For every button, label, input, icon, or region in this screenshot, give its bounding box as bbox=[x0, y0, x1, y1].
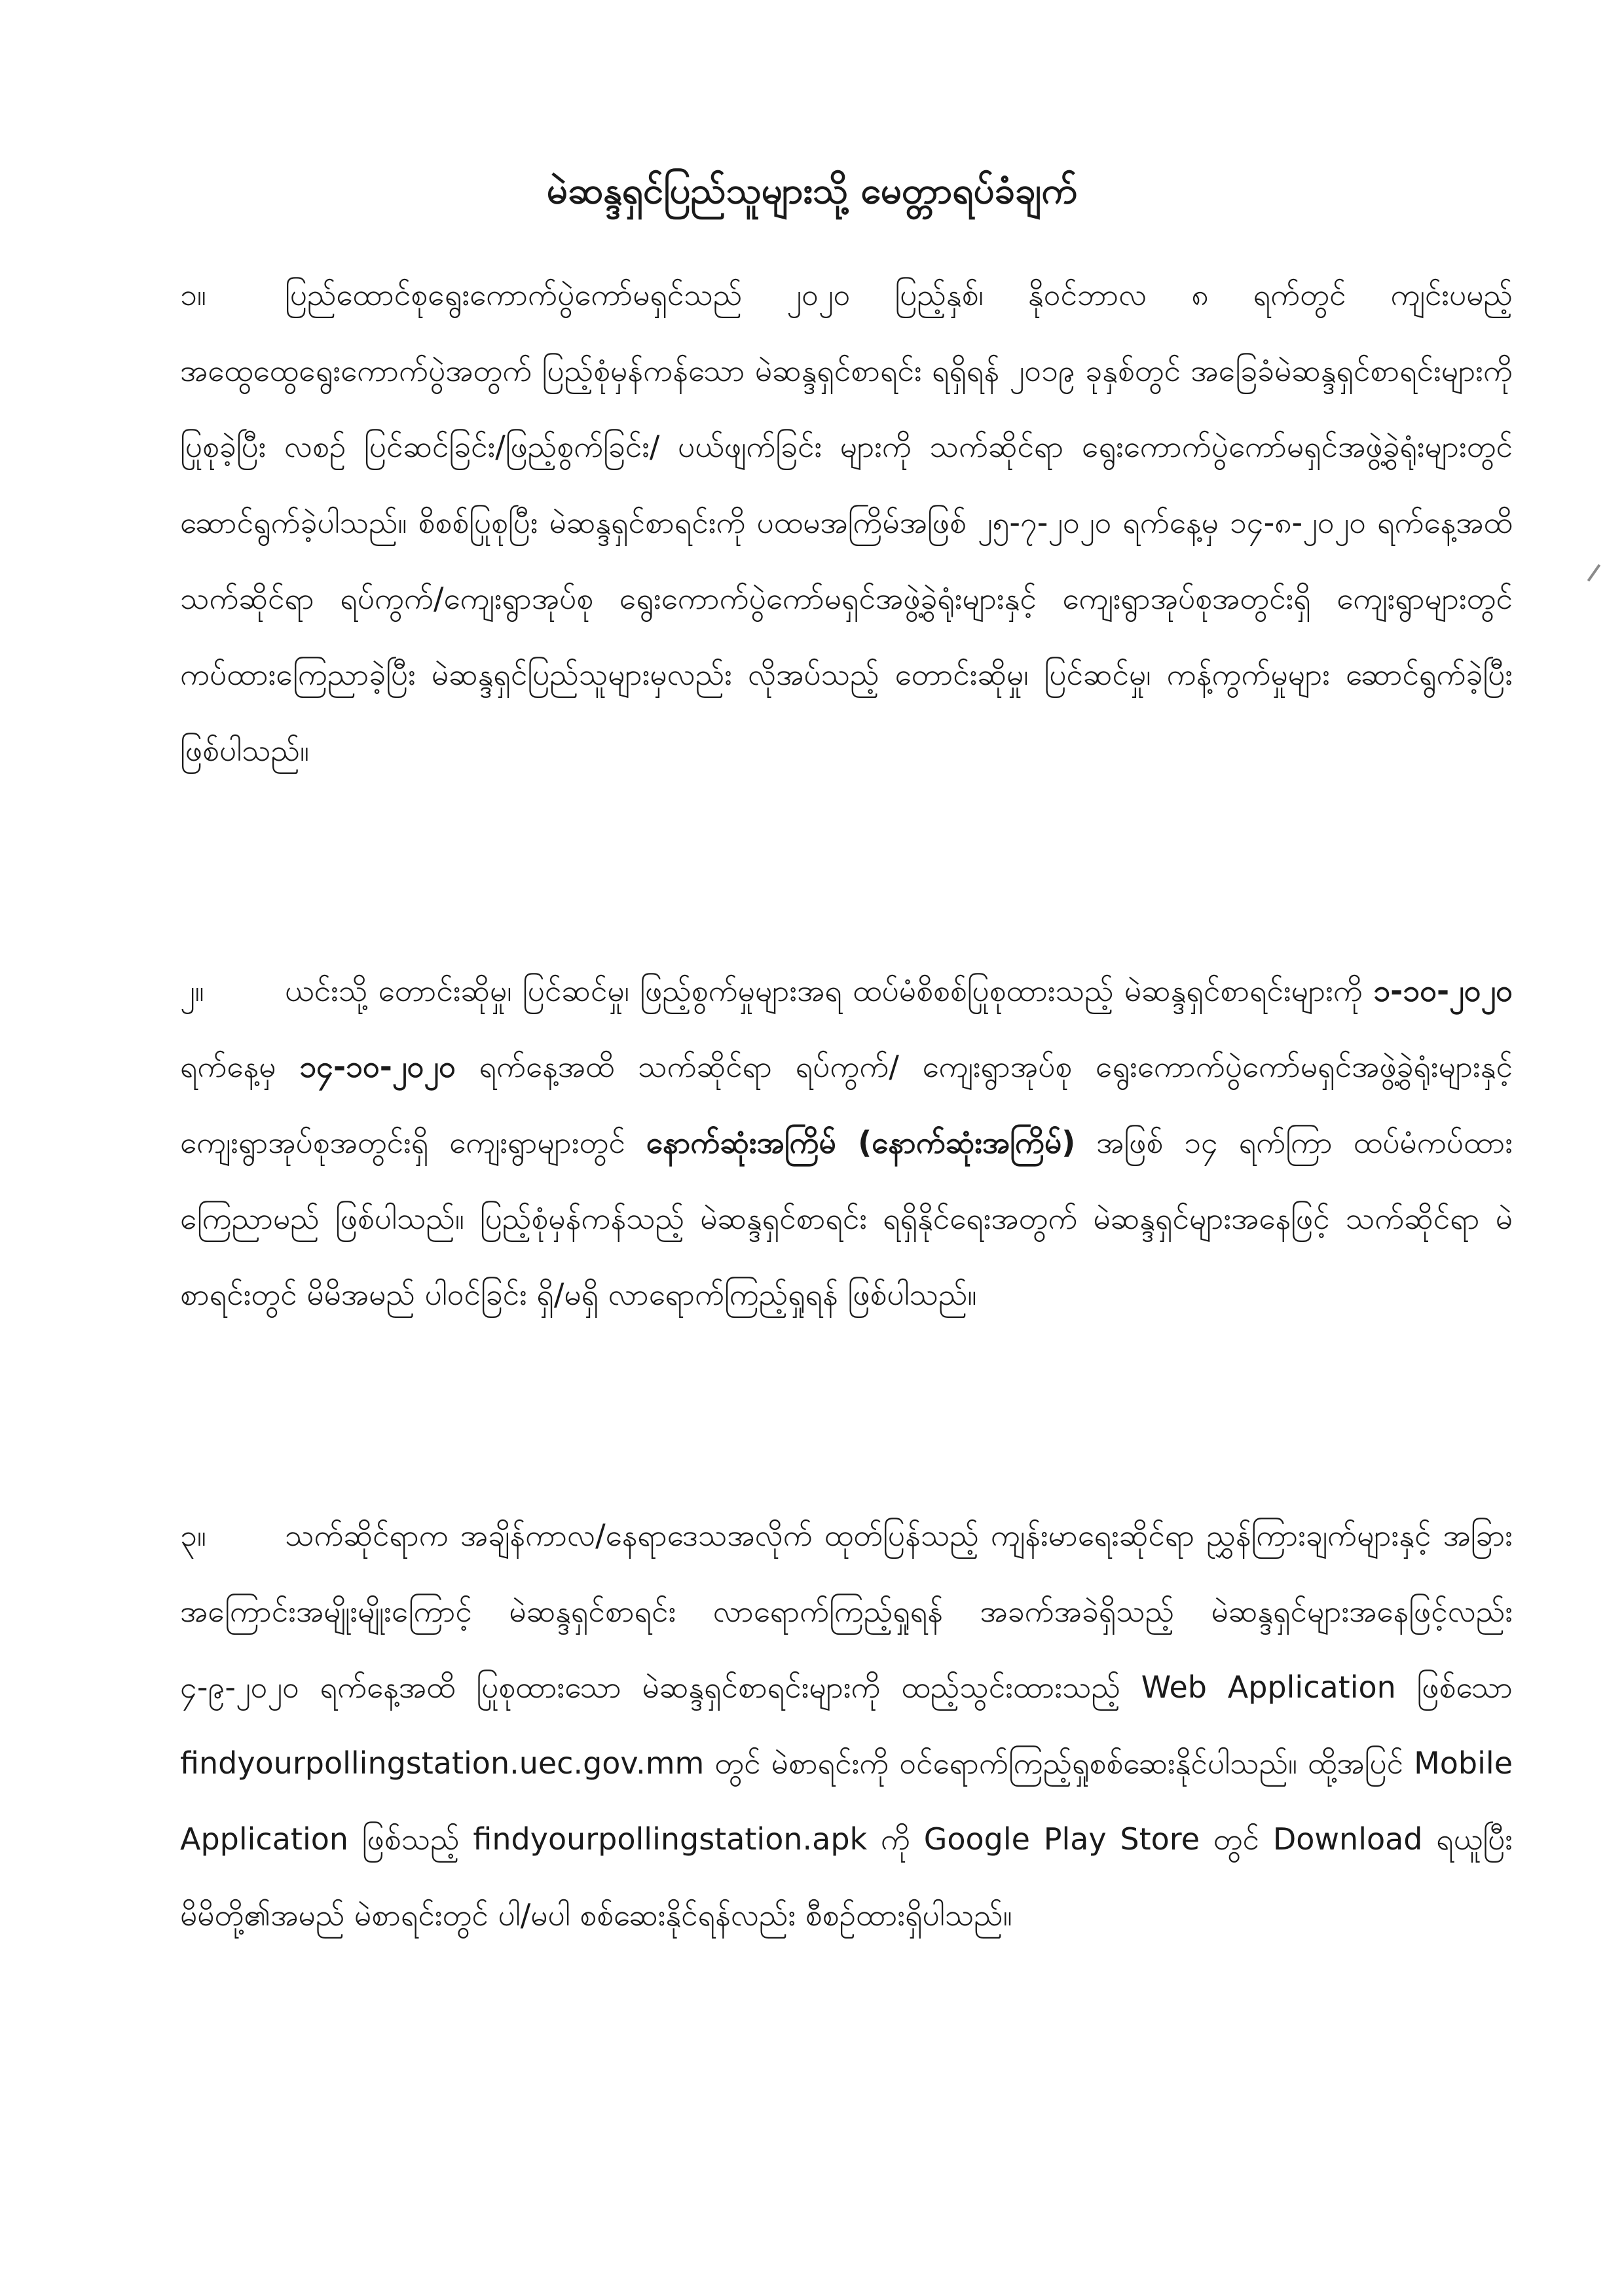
start-date: ၁-၁၀-၂၀၂၀ bbox=[1373, 973, 1513, 1008]
end-date: ၁၄-၁၀-၂၀၂၀ bbox=[299, 1049, 456, 1084]
paragraph-text: ရက်နေ့မှ bbox=[180, 1049, 276, 1084]
page-title: မဲဆန္ဒရှင်ပြည်သူများသို့ မေတ္တာရပ်ခံချက် bbox=[546, 170, 1078, 212]
paragraph-number: ၃။ bbox=[180, 1518, 206, 1553]
paragraph-text: သက်ဆိုင်ရာက အချိန်ကာလ/နေရာဒေသအလိုက် ထုတ်ပြန်သည့် ကျန်းမာရေးဆိုင်ရာ ညွှန်ကြားချက်များနှင့် အခြားအကြောင်းအမျိုးမျိုးကြောင့် မဲဆန္ဒရှင်စာရင်း လာရောက်ကြည့်ရှုရန် အခက်အခဲရှိသည့် မဲဆန္ဒရှင်များအနေဖြင့်လည်း ၄-၉-၂၀၂၀ ရက်နေ့အထိ ပြုစုထားသော မဲဆန္ဒရှင်စာရင်းများကို ထည့်သွင်းထားသည့် Web Application ဖြစ်သော findyourpollingstation.uec.gov.mm တွင် မဲစာရင်းကို ဝင်ရောက်ကြည့်ရှုစစ်ဆေးနိုင်ပါသည်။ ထို့အပြင် Mobile Application ဖြစ်သည့် findyourpollingstation.apk ကို Google Play Store တွင် Download ရယူပြီး မိမိတို့၏အမည် မဲစာရင်းတွင် ပါ/မပါ စစ်ဆေးနိုင်ရန်လည်း စီစဉ်ထားရှိပါသည်။ bbox=[180, 1518, 1513, 1933]
paragraph-text: ယင်းသို့ တောင်းဆိုမှု၊ ပြင်ဆင်မှု၊ ဖြည့်စွက်မှုများအရ ထပ်မံစိစစ်ပြုစုထားသည့် မဲဆန္ဒရှင်စာရင်းများကို bbox=[285, 973, 1363, 1008]
paragraph-text: ပြည်ထောင်စုရွေးကောက်ပွဲကော်မရှင်သည် ၂၀၂၀ ပြည့်နှစ်၊ နိုဝင်ဘာလ ၈ ရက်တွင် ကျင်းပမည့် အထွေထွေရွေးကောက်ပွဲအတွက် ပြည့်စုံမှန်ကန်သော မဲဆန္ဒရှင်စာရင်း ရရှိရန် ၂၀၁၉ ခုနှစ်တွင် အခြေခံမဲဆန္ဒရှင်စာရင်းများကို ပြုစုခဲ့ပြီး လစဉ် ပြင်ဆင်ခြင်း/ဖြည့်စွက်ခြင်း/ ပယ်ဖျက်ခြင်း များကို သက်ဆိုင်ရာ ရွေးကောက်ပွဲကော်မရှင်အဖွဲ့ခွဲရုံးများတွင် ဆောင်ရွက်ခဲ့ပါသည်။ စိစစ်ပြုစုပြီး မဲဆန္ဒရှင်စာရင်းကို ပထမအကြိမ်အဖြစ် ၂၅-၇-၂၀၂၀ ရက်နေ့မှ ၁၄-၈-၂၀၂၀ ရက်နေ့အထိ သက်ဆိုင်ရာ ရပ်ကွက်/ကျေးရွာအုပ်စု ရွေးကောက်ပွဲကော်မရှင်အဖွဲ့ခွဲရုံးများနှင့် ကျေးရွာအုပ်စုအတွင်းရှိ ကျေးရွာများတွင် ကပ်ထားကြေညာခဲ့ပြီး မဲဆန္ဒရှင်ပြည်သူများမှလည်း လိုအပ်သည့် တောင်းဆိုမှု၊ ပြင်ဆင်မှု၊ ကန့်ကွက်မှုများ ဆောင်ရွက်ခဲ့ပြီး ဖြစ်ပါသည်။ bbox=[180, 277, 1513, 768]
final-round-emphasis: နောက်ဆုံးအကြိမ် (နောက်ဆုံးအကြိမ်) bbox=[646, 1125, 1076, 1160]
paragraph-text: ရက်နေ့အထိ သက်ဆိုင်ရာ ရပ်ကွက်/ ကျေးရွာအုပ်စု ရွေးကောက်ပွဲကော်မရှင်အဖွဲ့ခွဲရုံးများနှင့် ကျေးရွာအုပ်စုအတွင်းရှိ ကျေးရွာများတွင် bbox=[180, 1049, 1513, 1160]
paragraph-number: ၂။ bbox=[180, 973, 204, 1008]
paragraph-number: ၁။ bbox=[180, 277, 206, 312]
paragraph-2 bbox=[180, 953, 1513, 1332]
paragraph-3 bbox=[180, 1497, 1513, 1953]
paragraph-1 bbox=[180, 257, 1513, 788]
paragraph-text: အဖြစ် ၁၄ ရက်ကြာ ထပ်မံကပ်ထားကြေညာမည် ဖြစ်ပါသည်။ ပြည့်စုံမှန်ကန်သည့် မဲဆန္ဒရှင်စာရင်း ရရှိနိုင်ရေးအတွက် မဲဆန္ဒရှင်များအနေဖြင့် သက်ဆိုင်ရာ မဲစာရင်းတွင် မိမိအမည် ပါဝင်ခြင်း ရှိ/မရှိ လာရောက်ကြည့်ရှုရန် ဖြစ်ပါသည်။ bbox=[180, 1125, 1513, 1312]
scan-mark bbox=[1587, 564, 1600, 582]
